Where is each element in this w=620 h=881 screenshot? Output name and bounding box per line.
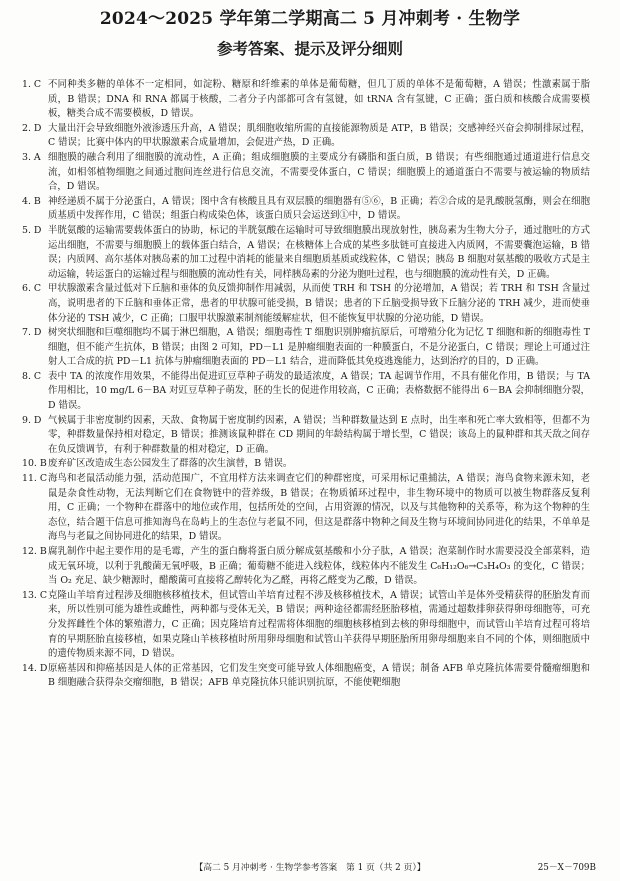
answer-number: 14. D <box>22 662 48 674</box>
answer-item <box>22 326 590 370</box>
answer-number: 12. B <box>22 546 47 557</box>
answer-number: 5. D <box>22 224 42 236</box>
answer-item <box>22 472 590 545</box>
page-title: 2024～2025 学年第二学期高二 5 月冲刺考 · 生物学 <box>99 9 521 29</box>
answer-explanation: 克隆山羊培育过程涉及细胞核移植技术，但试管山羊培育过程不涉及核移植技术，A 错误；试管山羊是体外受精获得的胚胎发育而来，所以性别可能为雄性或雌性，两种都与受体无关，B 错误；两种途径都需经胚胎移植，需通过超数排卵获得卵母细胞等，可充分发挥雌性个体的繁殖潜力，C 正确；因克隆培育过程需将体细胞的细胞核移植到去核的卵母细胞中，而试管山羊培育过程可将培育的早期胚胎直接移植，如果克隆山羊核移植时所用卵母细胞和试管山羊获得早期胚胎所用卵母细胞来自不同的个体，则细胞质中的遗传物质来源不同，D 错误。 <box>48 589 590 660</box>
answer-item <box>22 282 590 326</box>
page-footer <box>0 862 620 874</box>
answer-item <box>22 545 590 589</box>
answer-explanation: 海鸟和老鼠活动能力强，活动范围广，不宜用样方法来调查它们的种群密度，可采用标记重捕法，A 错误；海鸟食物来源未知，老鼠是杂食性动物，无法判断它们在食物链中的营养级，B 错误；在物质循环过程中，非生物环境中的物质可以被生物群落反复利用，C 正确；一个物种在群落中的地位或作用，包括所处的空间，占用资源的情况，以及与其他物种的关系等，称为这个物种的生态位，结合题干信息可推知海鸟在岛屿上的生态位与老鼠不同，但这是群落中物种之间及生物与环境间协同进化的结果，不单单是海鸟与老鼠之间协同进化的结果，D 错误。 <box>48 473 590 543</box>
answer-explanation: 甲状腺激素含量过低对下丘脑和垂体的负反馈抑制作用减弱，从而使 TRH 和 TSH 的分泌增加，A 错误；若 TRH 和 TSH 含量过高，说明患者的下丘脑和垂体正常，患者的甲状腺可能受损，B 错误；患者的下丘脑受损导致下丘脑分泌的 TRH 减少，进而使垂体分泌的 TSH 减少，C 正确；口服甲状腺激素制剂能缓解症状，但不能恢复甲状腺的分泌功能，D 错误。 <box>48 283 590 324</box>
answer-number: 9. D <box>22 414 42 426</box>
answer-item <box>22 122 590 151</box>
answer-number: 8. C <box>22 370 42 382</box>
answer-explanation: 大量出汗会导致细胞外液渗透压升高，A 错误；肌细胞收缩所需的直接能源物质是 ATP，B 错误；交感神经兴奋会抑制排尿过程，C 错误；比赛中体内的甲状腺激素合成量增加，会促进产热，D 正确。 <box>48 122 590 149</box>
answer-item <box>22 195 590 224</box>
answer-explanation: 废弃矿区改造成生态公园发生了群落的次生演替，B 错误。 <box>48 458 293 470</box>
answer-number: 13. C <box>22 589 48 601</box>
answer-item <box>22 224 590 282</box>
answer-number: 11. C <box>22 473 48 485</box>
answer-item <box>22 151 590 195</box>
footer-paper-code: 25－X－709B <box>537 863 596 873</box>
answer-explanation: 原癌基因和抑癌基因是人体的正常基因，它们发生突变可能导致人体细胞癌变，A 错误；制备 AFB 单克隆抗体需要骨髓瘤细胞和 B 细胞融合获得杂交瘤细胞，B 错误；AFB 单克隆抗体只能识别抗原，不能使靶细胞 <box>48 662 590 689</box>
answer-explanation: 细胞膜的融合利用了细胞膜的流动性，A 正确；组成细胞膜的主要成分有磷脂和蛋白质，B 错误；有些细胞通过通道进行信息交流，如相邻植物细胞之间通过胞间连丝进行信息交流，不需要受体蛋白，C 错误；细胞膜上的通道蛋白不需要与被运输的物质结合，D 错误。 <box>48 151 590 193</box>
answer-number: 10. B <box>22 458 47 470</box>
answer-item <box>22 589 590 662</box>
answer-item <box>22 662 590 691</box>
answer-number: 1. C <box>22 79 42 90</box>
answer-explanation: 神经递质不属于分泌蛋白，A 错误；图中含有核酸且具有双层膜的细胞器有⑤⑥，B 正确；若②合成的是乳酸脱氢酶，则会在细胞质基质中发挥作用，C 错误；组蛋白构成染色体，该蛋白质只会运送到①中，D 错误。 <box>48 195 590 222</box>
answer-item <box>22 414 590 458</box>
answer-explanation: 半胱氨酸的运输需要载体蛋白的协助，标记的半胱氨酸在运输时可导致细胞膜出现放射性，胰岛素为生物大分子，通过胞吐的方式运出细胞，不需要与细胞膜上的载体蛋白结合，A 错误；在核糖体上合成的某些多肽链可直接进入内质网，不需要囊泡运输，B 错误；内质网、高尔基体对胰岛素的加工过程中消耗的能量来自细胞质基质或线粒体，C 错误；胰岛 B 细胞对氨基酸的吸收方式是主动运输，转运蛋白的运输过程与细胞膜的流动性有关，同样胰岛素的分泌为胞吐过程，也与细胞膜的流动性有关，D 正确。 <box>48 224 590 280</box>
answer-number: 4. B <box>22 195 41 207</box>
answer-number: 2. D <box>22 122 42 134</box>
answer-explanation: 树突状细胞和巨噬细胞均不属于淋巴细胞，A 错误；细胞毒性 T 细胞识别肿瘤抗原后，可增殖分化为记忆 T 细胞和新的细胞毒性 T 细胞，但不能产生抗体，B 错误；由图 2 可知，PD－L1 是肿瘤细胞表面的一种膜蛋白，不是分泌蛋白，C 错误；理论上可通过注射人工合成的抗 PD－L1 抗体与肿瘤细胞表面的 PD－L1 结合，进而降低其免疫逃逸能力，达到治疗的目的，D 正确。 <box>48 327 590 368</box>
answer-explanation: 腐乳制作中起主要作用的是毛霉，产生的蛋白酶将蛋白质分解成氨基酸和小分子肽，A 错误；泡菜制作时水需要浸没全部菜料，造成无氧环境，以利于乳酸菌无氧呼吸，B 正确；葡萄糖不能进入线粒体，线粒体内不能发生 C₆H₁₂O₆→C₃H₄O₃ 的变化，C 错误；当 O₂ 充足、缺少糖源时，醋酸菌可直接将乙醇转化为乙醛，再将乙醛变为乙酸，D 错误。 <box>48 546 590 587</box>
answer-number: 3. A <box>22 151 41 163</box>
footer-page-info: 【高二 5 月冲刺考 · 生物学参考答案 第 1 页（共 2 页）】 <box>194 863 426 873</box>
page-subtitle: 参考答案、提示及评分细则 <box>216 39 403 58</box>
answer-list <box>22 78 590 691</box>
answer-explanation: 气候属于非密度制约因素，天敌、食物属于密度制约因素，A 错误；当种群数量达到 E 点时，出生率和死亡率大致相等，但都不为零，种群数量保持相对稳定，B 错误；推测该鼠种群在 CD 期间的年龄结构属于增长型，C 错误；该岛上的鼠种群和其天敌之间存在负反馈调节，有利于种群数量的相对稳定，D 正确。 <box>48 414 590 455</box>
answer-explanation: 表中 TA 的浓度作用效果，不能得出促进豇豆草种子萌发的最适浓度，A 错误；TA 起调节作用，不具有催化作用，B 错误；与 TA 作用相比，10 mg/L 6－BA 对豇豆草种子萌发，胚的生长的促进作用较高，C 正确；表格数据不能得出 6－BA 会抑制细胞分裂，D 错误。 <box>48 370 590 412</box>
answer-item <box>22 457 590 472</box>
answer-item <box>22 78 590 122</box>
answer-explanation: 不同种类多糖的单体不一定相同，如淀粉、糖原和纤维素的单体是葡萄糖，但几丁质的单体不是葡萄糖，A 错误；性激素属于脂质，B 错误；DNA 和 RNA 都属于核酸，二者分子内部都可含有氢键，如 tRNA 含有氢键，C 正确；蛋白质和核酸合成需要模板，糖类合成不需要模板，D 错误。 <box>48 79 590 120</box>
answer-number: 7. D <box>22 327 42 339</box>
answer-item <box>22 370 590 414</box>
answer-number: 6. C <box>22 283 42 295</box>
